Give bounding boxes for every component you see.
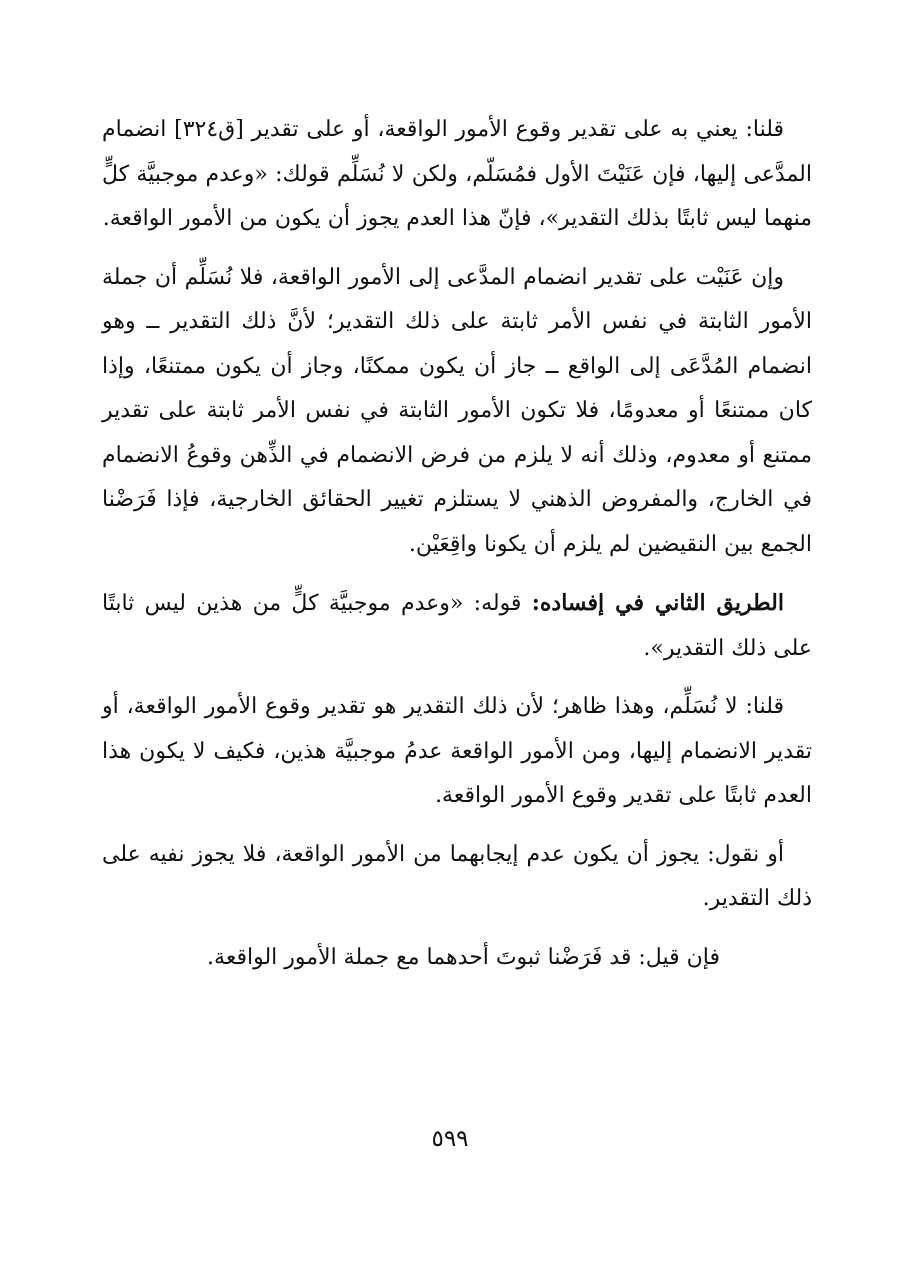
paragraph-6-text: فإن قيل: قد فَرَضْنا ثبوتَ أحدهما مع جملة الأمور الواقعة. xyxy=(207,944,720,970)
section-heading: الطريق الثاني في إفساده: xyxy=(531,590,784,616)
paragraph-6 xyxy=(102,936,812,981)
paragraph-3 xyxy=(102,581,812,671)
paragraph-4 xyxy=(102,685,812,819)
paragraph-5 xyxy=(102,833,812,922)
body-text xyxy=(102,108,812,994)
paragraph-1 xyxy=(102,108,812,242)
paragraph-2-text: وإن عَنَيْت على تقدير انضمام المدَّعى إلى الأمور الواقعة، فلا نُسَلِّم أن جملة الأمور الثابتة في نفس الأمر ثابتة على ذلك التقدير؛ لأنَّ ذلك التقدير ــ وهو انضمام المُدَّعَى إلى الواقع ــ جاز أن يكون ممكنًا، وجاز أن يكون ممتنعًا، وإذا كان ممتنعًا أو معدومًا، فلا تكون الأمور الثابتة في نفس الأمر ثابتة على تقدير ممتنع أو معدوم، وذلك أنه لا يلزم من فرض الانضمام في الذِّهن وقوعُ الانضمام في الخارج، والمفروض الذهني لا يستلزم تغيير الحقائق الخارجية، فإذا فَرَضْنا الجمع بين النقيضين لم يلزم أن يكونا واقِعَيْن. xyxy=(102,264,813,557)
paragraph-2 xyxy=(102,256,812,568)
paragraph-1-text: قلنا: يعني به على تقدير وقوع الأمور الواقعة، أو على تقدير [ق٣٢٤] انضمام المدَّعى إليها، فإن عَنَيْتَ الأول فمُسَلّم، ولكن لا نُسَلِّم قولك: «وعدم موجبيَّة كلٍّ منهما ليس ثابتًا بذلك التقدير»، فإنّ هذا العدم يجوز أن يكون من الأمور الواقعة. xyxy=(102,117,812,231)
paragraph-3-text: قوله: «وعدم موجبيَّة كلٍّ من هذين ليس ثابتًا على ذلك التقدير». xyxy=(102,591,812,661)
paragraph-5-text: أو نقول: يجوز أن يكون عدم إيجابهما من الأمور الواقعة، فلا يجوز نفيه على ذلك التقدير. xyxy=(102,841,812,911)
page-number: ٥٩٩ xyxy=(431,1126,469,1152)
paragraph-4-text: قلنا: لا نُسَلِّم، وهذا ظاهر؛ لأن ذلك التقدير هو تقدير وقوع الأمور الواقعة، أو تقدير الانضمام إليها، ومن الأمور الواقعة عدمُ موجبيَّة هذين، فكيف لا يكون هذا العدم ثابتًا على تقدير وقوع الأمور الواقعة. xyxy=(102,694,812,808)
